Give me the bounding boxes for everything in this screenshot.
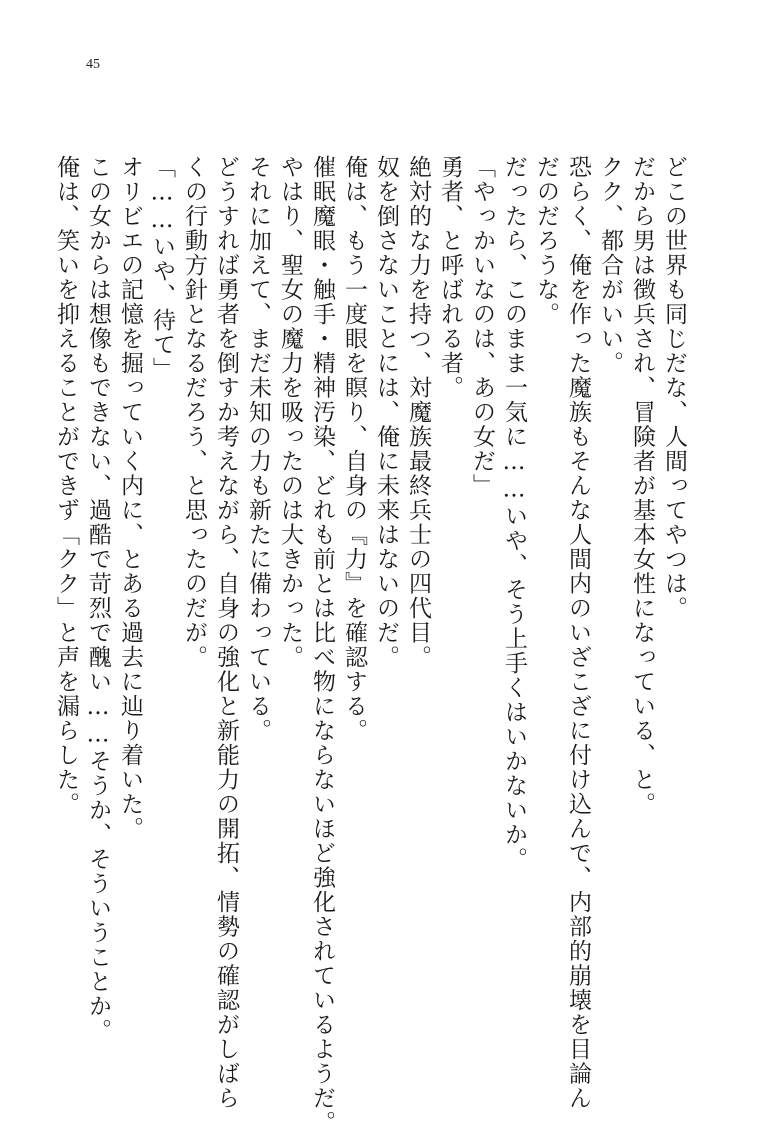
text-line: やはり、聖女の魔力を吸ったのは大きかった。 [277,155,303,670]
page-number: 45 [86,57,100,72]
text-line: 絶対的な力を持つ、対魔族最終兵士の四代目。 [405,155,431,670]
text-line: どうすれば勇者を倒すか考えながら、自身の強化と新能力の開拓、情勢の確認がしばら [213,155,239,1111]
body-text [53,155,690,1135]
text-line: 「……いや、待て」 [149,155,175,382]
text-line: だったら、このまま一気に……いや、そう上手くはいかないか。 [501,155,527,872]
text-line: それに加えて、まだ未知の力も新たに備わっている。 [245,155,271,743]
text-line: くの行動方針となるだろう、と思ったのだが。 [181,155,207,670]
text-line: 奴を倒さないことには、俺に未来はないのだ。 [373,155,399,670]
text-line: だのだろうな。 [533,155,559,327]
text-line: だから男は徴兵され、冒険者が基本女性になっている、と。 [629,155,655,817]
text-line: 俺は、笑いを抑えることができず「クク」と声を漏らした。 [53,155,79,817]
text-line: オリビエの記憶を掘っていく内に、とある過去に辿り着いた。 [117,155,143,841]
text-line: この女からは想像もできない、過酷で苛烈で醜い……そうか、そういうことか。 [85,155,111,1043]
text-line: 恐らく、俺を作った魔族もそんな人間内のいざこざに付け込んで、内部的崩壊を目論ん [565,155,591,1111]
text-line: クク、都合がいい。 [597,155,623,376]
text-line: 俺は、もう一度眼を瞑り、自身の『力』を確認する。 [341,155,367,743]
text-line: 催眠魔眼・触手・精神汚染、どれも前とは比べ物にならないほど強化されているようだ。 [309,155,335,1135]
text-line: 勇者、と呼ばれる者。 [437,155,463,400]
text-line: どこの世界も同じだな、人間ってやつは。 [661,155,687,621]
text-line: 「やっかいなのは、あの女だ」 [469,155,495,498]
